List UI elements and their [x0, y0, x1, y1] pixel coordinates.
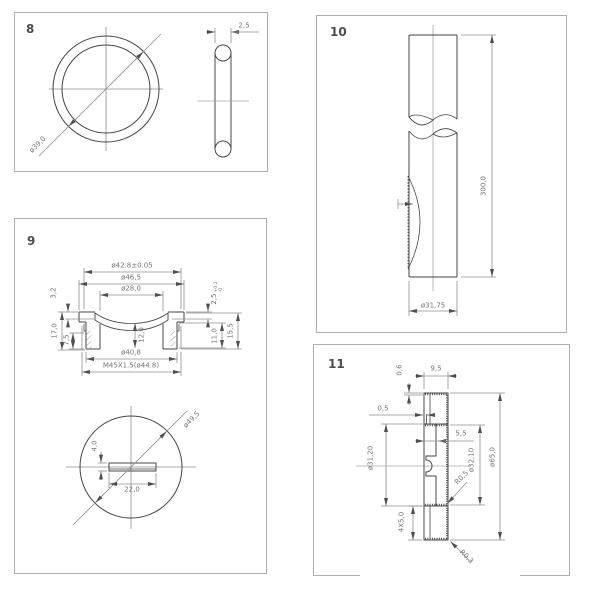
dim-label: 15,5: [226, 323, 235, 339]
panel-10: [316, 15, 567, 333]
oring-front-view: [39, 27, 163, 156]
rod-drawing: [317, 16, 568, 334]
dim-label: 0,5: [377, 404, 389, 413]
tolerance-stack: [215, 281, 225, 292]
panel-9: [14, 218, 267, 574]
dim-label: R0,5: [453, 469, 471, 487]
dim-label: 3,2: [49, 287, 58, 299]
dim-label-thickness: 2,5: [238, 21, 250, 30]
dim-label: 7,5: [62, 334, 71, 346]
dim-label: ø31,75: [420, 301, 446, 310]
dim-label: ø28,0: [121, 284, 141, 293]
dim-label: 22,0: [124, 485, 140, 494]
panel-number: 11: [328, 357, 345, 371]
dim-label: ø49,5: [181, 409, 202, 430]
dim-label: 9,5: [430, 364, 442, 373]
panel-11: [313, 344, 570, 576]
dim-label: 17,0: [50, 323, 59, 339]
panel-11-border-segment: [313, 575, 360, 576]
dim-label: ø46,5: [121, 273, 141, 282]
panel-number: 8: [26, 22, 35, 36]
dim-value: 2,5: [210, 293, 219, 305]
dim-label-tolerance: [211, 281, 225, 304]
oring-side-view: [197, 28, 259, 157]
dim-label: M45X1.5(ø44.8): [102, 361, 160, 370]
oring-drawing: [15, 13, 269, 173]
dim-label: 5,5: [455, 429, 467, 438]
dim-label: R0,3: [457, 548, 475, 566]
dim-label: ø31,20: [366, 445, 375, 471]
tol-plus: +0.2: [214, 281, 220, 293]
dim-label: ø40,8: [121, 348, 141, 357]
dim-label: ø65,0: [488, 447, 497, 467]
dim-label: 12,0: [137, 327, 146, 343]
disc-drawing: [314, 345, 571, 577]
cap-bottom-view: [66, 406, 196, 529]
dim-label: 11,0: [210, 328, 219, 344]
panel-number: 9: [27, 234, 36, 248]
dim-label: ø42.8±0.05: [111, 261, 153, 270]
tol-minus: -0: [219, 287, 224, 293]
dim-label: ø32,10: [467, 447, 476, 473]
panel-11-border-segment: [520, 575, 570, 576]
cap-drawing: [15, 219, 268, 575]
dim-label: 4,0: [90, 440, 99, 452]
dim-label: 300,0: [479, 175, 488, 197]
rod-view: [398, 25, 496, 316]
panel-number: 10: [330, 25, 347, 39]
dim-label-diameter: ø39,0: [27, 134, 48, 155]
disc-section-view: [356, 372, 505, 562]
dim-label: 0,6: [395, 364, 404, 376]
panel-8: [14, 12, 268, 172]
dim-label: 4X5,0: [397, 511, 406, 533]
